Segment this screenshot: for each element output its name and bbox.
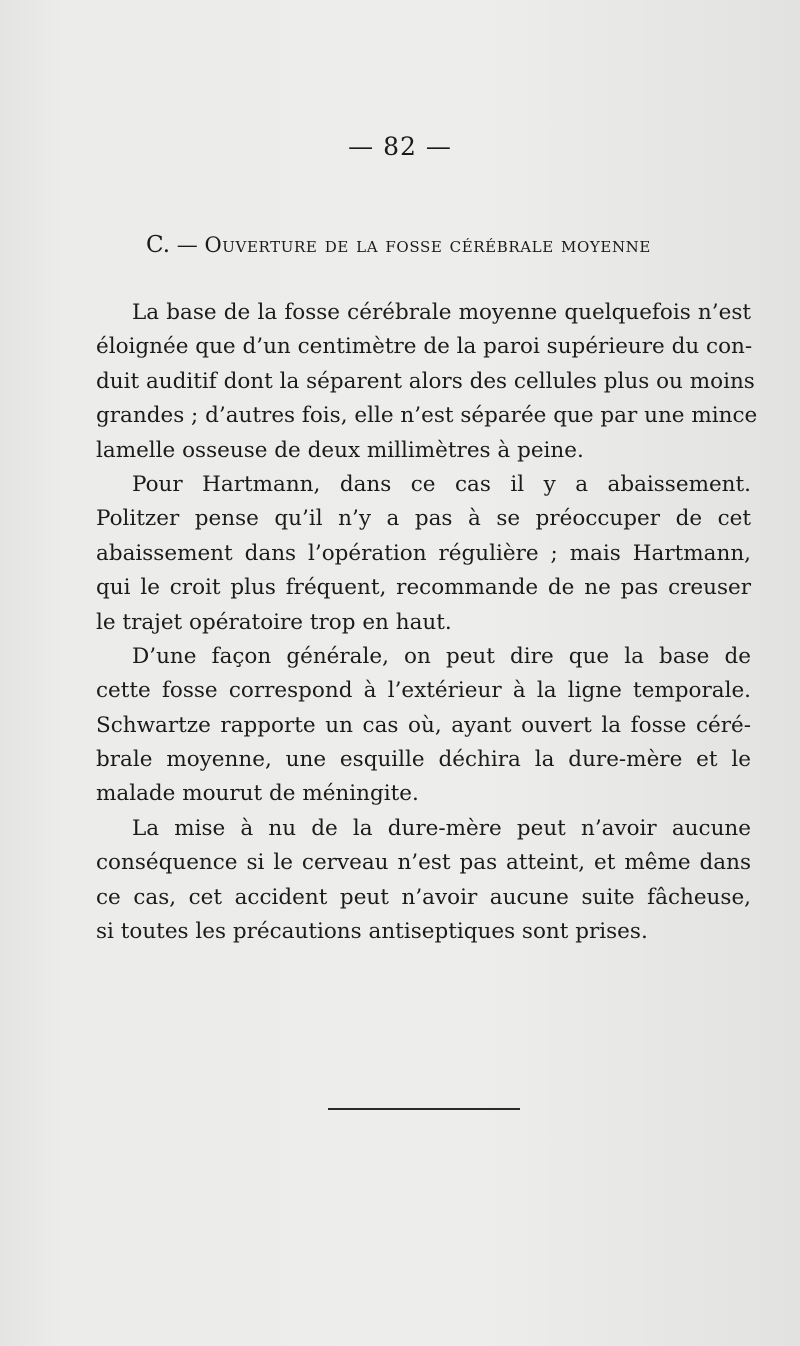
section-dash: — [176, 233, 198, 257]
body-text [96, 296, 758, 949]
paragraph [96, 812, 751, 950]
text-line: cette fosse correspond à l’extérieur à la ligne temporale. [96, 678, 751, 704]
text-line: D’une façon générale, on peut dire que la base de [132, 643, 751, 669]
text-line: duit auditif dont la séparent alors des cellules plus ou moins [96, 368, 755, 394]
text-line: éloignée que d’un centimètre de la paroi supérieure du con- [96, 334, 753, 360]
text-line: Pour Hartmann, dans ce cas il y a abaissement. [132, 471, 751, 497]
text-line: si toutes les précautions antiseptiques sont prises. [96, 919, 648, 945]
text-line: Politzer pense qu’il n’y a pas à se préoccuper de cet [96, 506, 751, 532]
section-letter: C. [146, 232, 171, 258]
text-line: La base de la fosse cérébrale moyenne quelquefois n’est [132, 300, 751, 325]
text-line: brale moyenne, une esquille déchira la dure-mère et le [96, 747, 751, 773]
section-heading [146, 232, 746, 258]
text-line: abaissement dans l’opération régulière ; mais Hartmann, [96, 540, 751, 566]
paragraph [96, 640, 751, 812]
section-end-rule [328, 1108, 520, 1110]
paragraph [96, 296, 758, 468]
page-number: — 82 — [348, 132, 452, 161]
text-line: La mise à nu de la dure-mère peut n’avoir aucune [132, 815, 751, 841]
text-line: le trajet opératoire trop en haut. [96, 609, 452, 635]
text-line: Schwartze rapporte un cas où, ayant ouvert la fosse céré- [96, 712, 751, 738]
paragraph [96, 468, 751, 640]
section-title: Ouverture de la fosse cérébrale moyenne [204, 233, 651, 257]
text-line: ce cas, cet accident peut n’avoir aucune suite fâcheuse, [96, 884, 751, 910]
text-line: qui le croit plus fréquent, recommande de ne pas creuser [96, 575, 751, 601]
text-line: lamelle osseuse de deux millimètres à peine. [96, 437, 584, 463]
text-line: malade mourut de méningite. [96, 781, 419, 807]
text-line: grandes ; d’autres fois, elle n’est séparée que par une mince [96, 403, 758, 429]
text-line: conséquence si le cerveau n’est pas atteint, et même dans [96, 850, 751, 876]
